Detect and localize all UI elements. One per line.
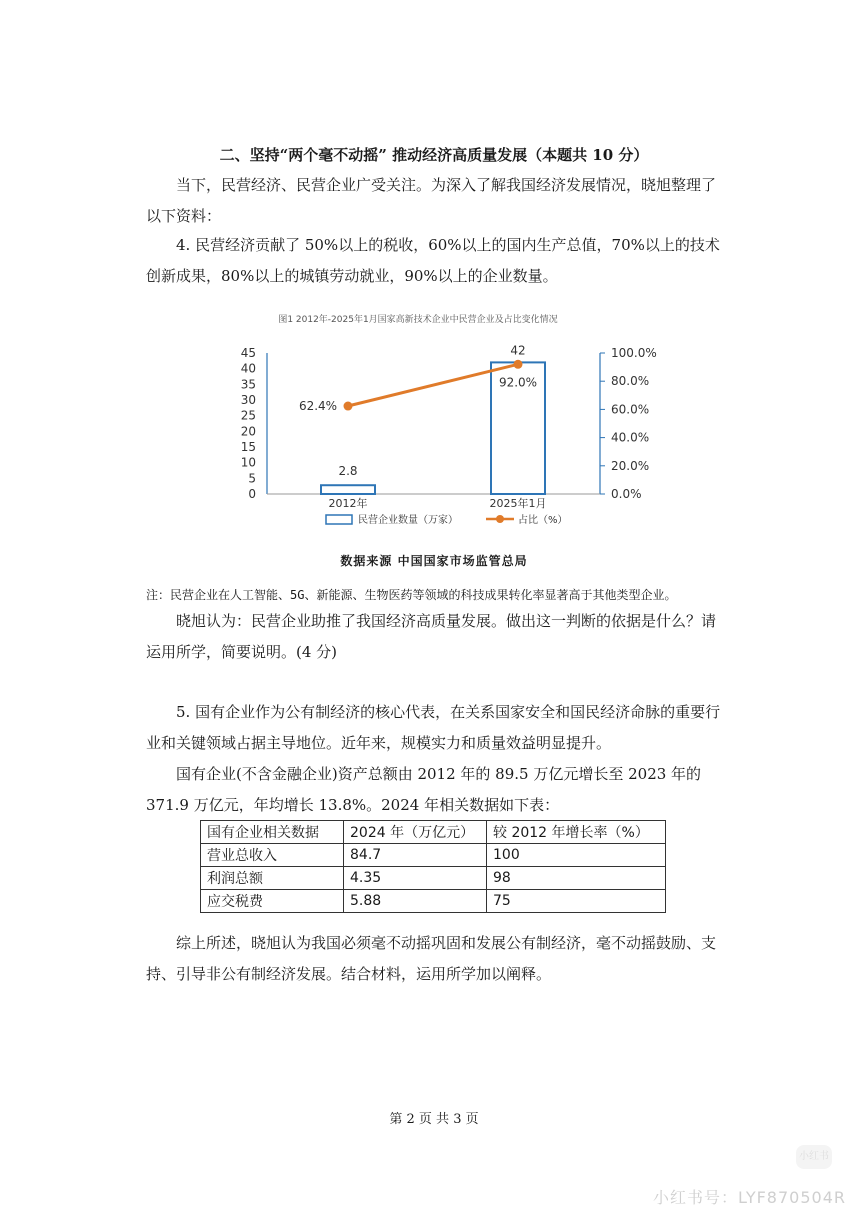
left-tick-label: 40 (240, 361, 256, 376)
table-row (201, 844, 666, 867)
bar-data-label: 42 (510, 343, 526, 358)
table-header: 较 2012 年增长率（%） (487, 821, 666, 844)
legend-label: 民营企业数量（万家） (358, 515, 458, 526)
table-header: 国有企业相关数据 (201, 821, 344, 844)
question-4-prompt: 晓旭认为：民营企业助推了我国经济高质量发展。做出这一判断的依据是什么？请运用所学，简要说明。(4 分) (146, 612, 717, 661)
question-5-prompt: 综上所述，晓旭认为我国必须毫不动摇巩固和发展公有制经济，毫不动摇鼓励、支持、引导非公有制经济发展。结合材料，运用所学加以阐释。 (146, 934, 717, 983)
soe-data-table (200, 820, 666, 913)
table-cell: 5.88 (344, 890, 487, 913)
intro-paragraph: 当下，民营经济、民营企业广受关注。为深入了解我国经济发展情况，晓旭整理了以下资料： (146, 176, 717, 225)
section-title: 二、坚持“两个毫不动摇” 推动经济高质量发展（本题共 10 分） (219, 146, 649, 164)
legend-label: 占比（%） (518, 515, 568, 526)
table-cell: 4.35 (344, 867, 487, 890)
question-5-text: 5. 国有企业作为公有制经济的核心代表，在关系国家安全和国民经济命脉的重要行业和关键领域占据主导地位。近年来，规模实力和质量效益明显提升。 (146, 703, 721, 752)
question-4-text: 4. 民营经济贡献了 50%以上的税收，60%以上的国内生产总值，70%以上的技术创新成果，80%以上的城镇劳动就业，90%以上的企业数量。 (146, 236, 720, 285)
left-tick-label: 15 (240, 440, 256, 454)
right-tick-label: 100.0% (611, 346, 657, 360)
table-cell: 营业总收入 (201, 844, 344, 867)
left-tick-label: 20 (240, 424, 256, 439)
table-cell: 98 (487, 867, 666, 890)
chart-note: 注：民营企业在人工智能、5G、新能源、生物医药等领域的科技成果转化率显著高于其他类型企业。 (146, 588, 677, 602)
right-tick-label: 0.0% (611, 487, 642, 501)
private-enterprise-chart (230, 310, 657, 540)
left-tick-label: 25 (240, 408, 256, 423)
line-point (514, 360, 523, 369)
table-header: 2024 年（万亿元） (344, 821, 487, 844)
table-cell: 应交税费 (201, 890, 344, 913)
left-tick-label: 5 (248, 471, 256, 486)
x-tick-label: 2025年1月 (489, 497, 547, 510)
legend-line-marker (496, 515, 504, 523)
right-tick-label: 40.0% (611, 430, 650, 445)
left-tick-label: 0 (248, 487, 256, 501)
table-cell: 利润总额 (201, 867, 344, 890)
legend-bar-swatch (326, 515, 352, 524)
line-data-label: 92.0% (498, 375, 538, 390)
left-tick-label: 35 (240, 377, 256, 392)
left-tick-label: 10 (240, 455, 256, 470)
chart-container (230, 310, 657, 540)
table-cell: 100 (487, 844, 666, 867)
line-point (344, 402, 353, 411)
table-row (201, 890, 666, 913)
right-tick-label: 80.0% (611, 374, 650, 389)
left-tick-label: 45 (240, 346, 256, 360)
bar-data-label: 2.8 (338, 464, 358, 479)
table-cell: 75 (487, 890, 666, 913)
left-tick-label: 30 (240, 393, 256, 407)
bar-mark (321, 485, 375, 494)
watermark-text: 小红书号：LYF870504R (653, 1188, 846, 1207)
right-tick-label: 60.0% (611, 402, 650, 417)
table-header-row (201, 821, 666, 844)
question-5-data-paragraph: 国有企业(不含金融企业)资产总额由 2012 年的 89.5 万亿元增长至 2023 年的 371.9 万亿元，年均增长 13.8%。2024 年相关数据如下表： (146, 765, 702, 814)
right-tick-label: 20.0% (611, 458, 650, 473)
page-footer: 第 2 页 共 3 页 (389, 1112, 479, 1127)
table-row (201, 867, 666, 890)
line-data-label: 62.4% (298, 399, 338, 414)
watermark-logo: 小红书 (796, 1145, 832, 1169)
chart-title: 图1 2012年-2025年1月国家高新技术企业中民营企业及占比变化情况 (278, 315, 558, 325)
x-tick-label: 2012年 (328, 497, 368, 510)
table-cell: 84.7 (344, 844, 487, 867)
chart-source: 数据来源 中国国家市场监管总局 (340, 554, 528, 568)
